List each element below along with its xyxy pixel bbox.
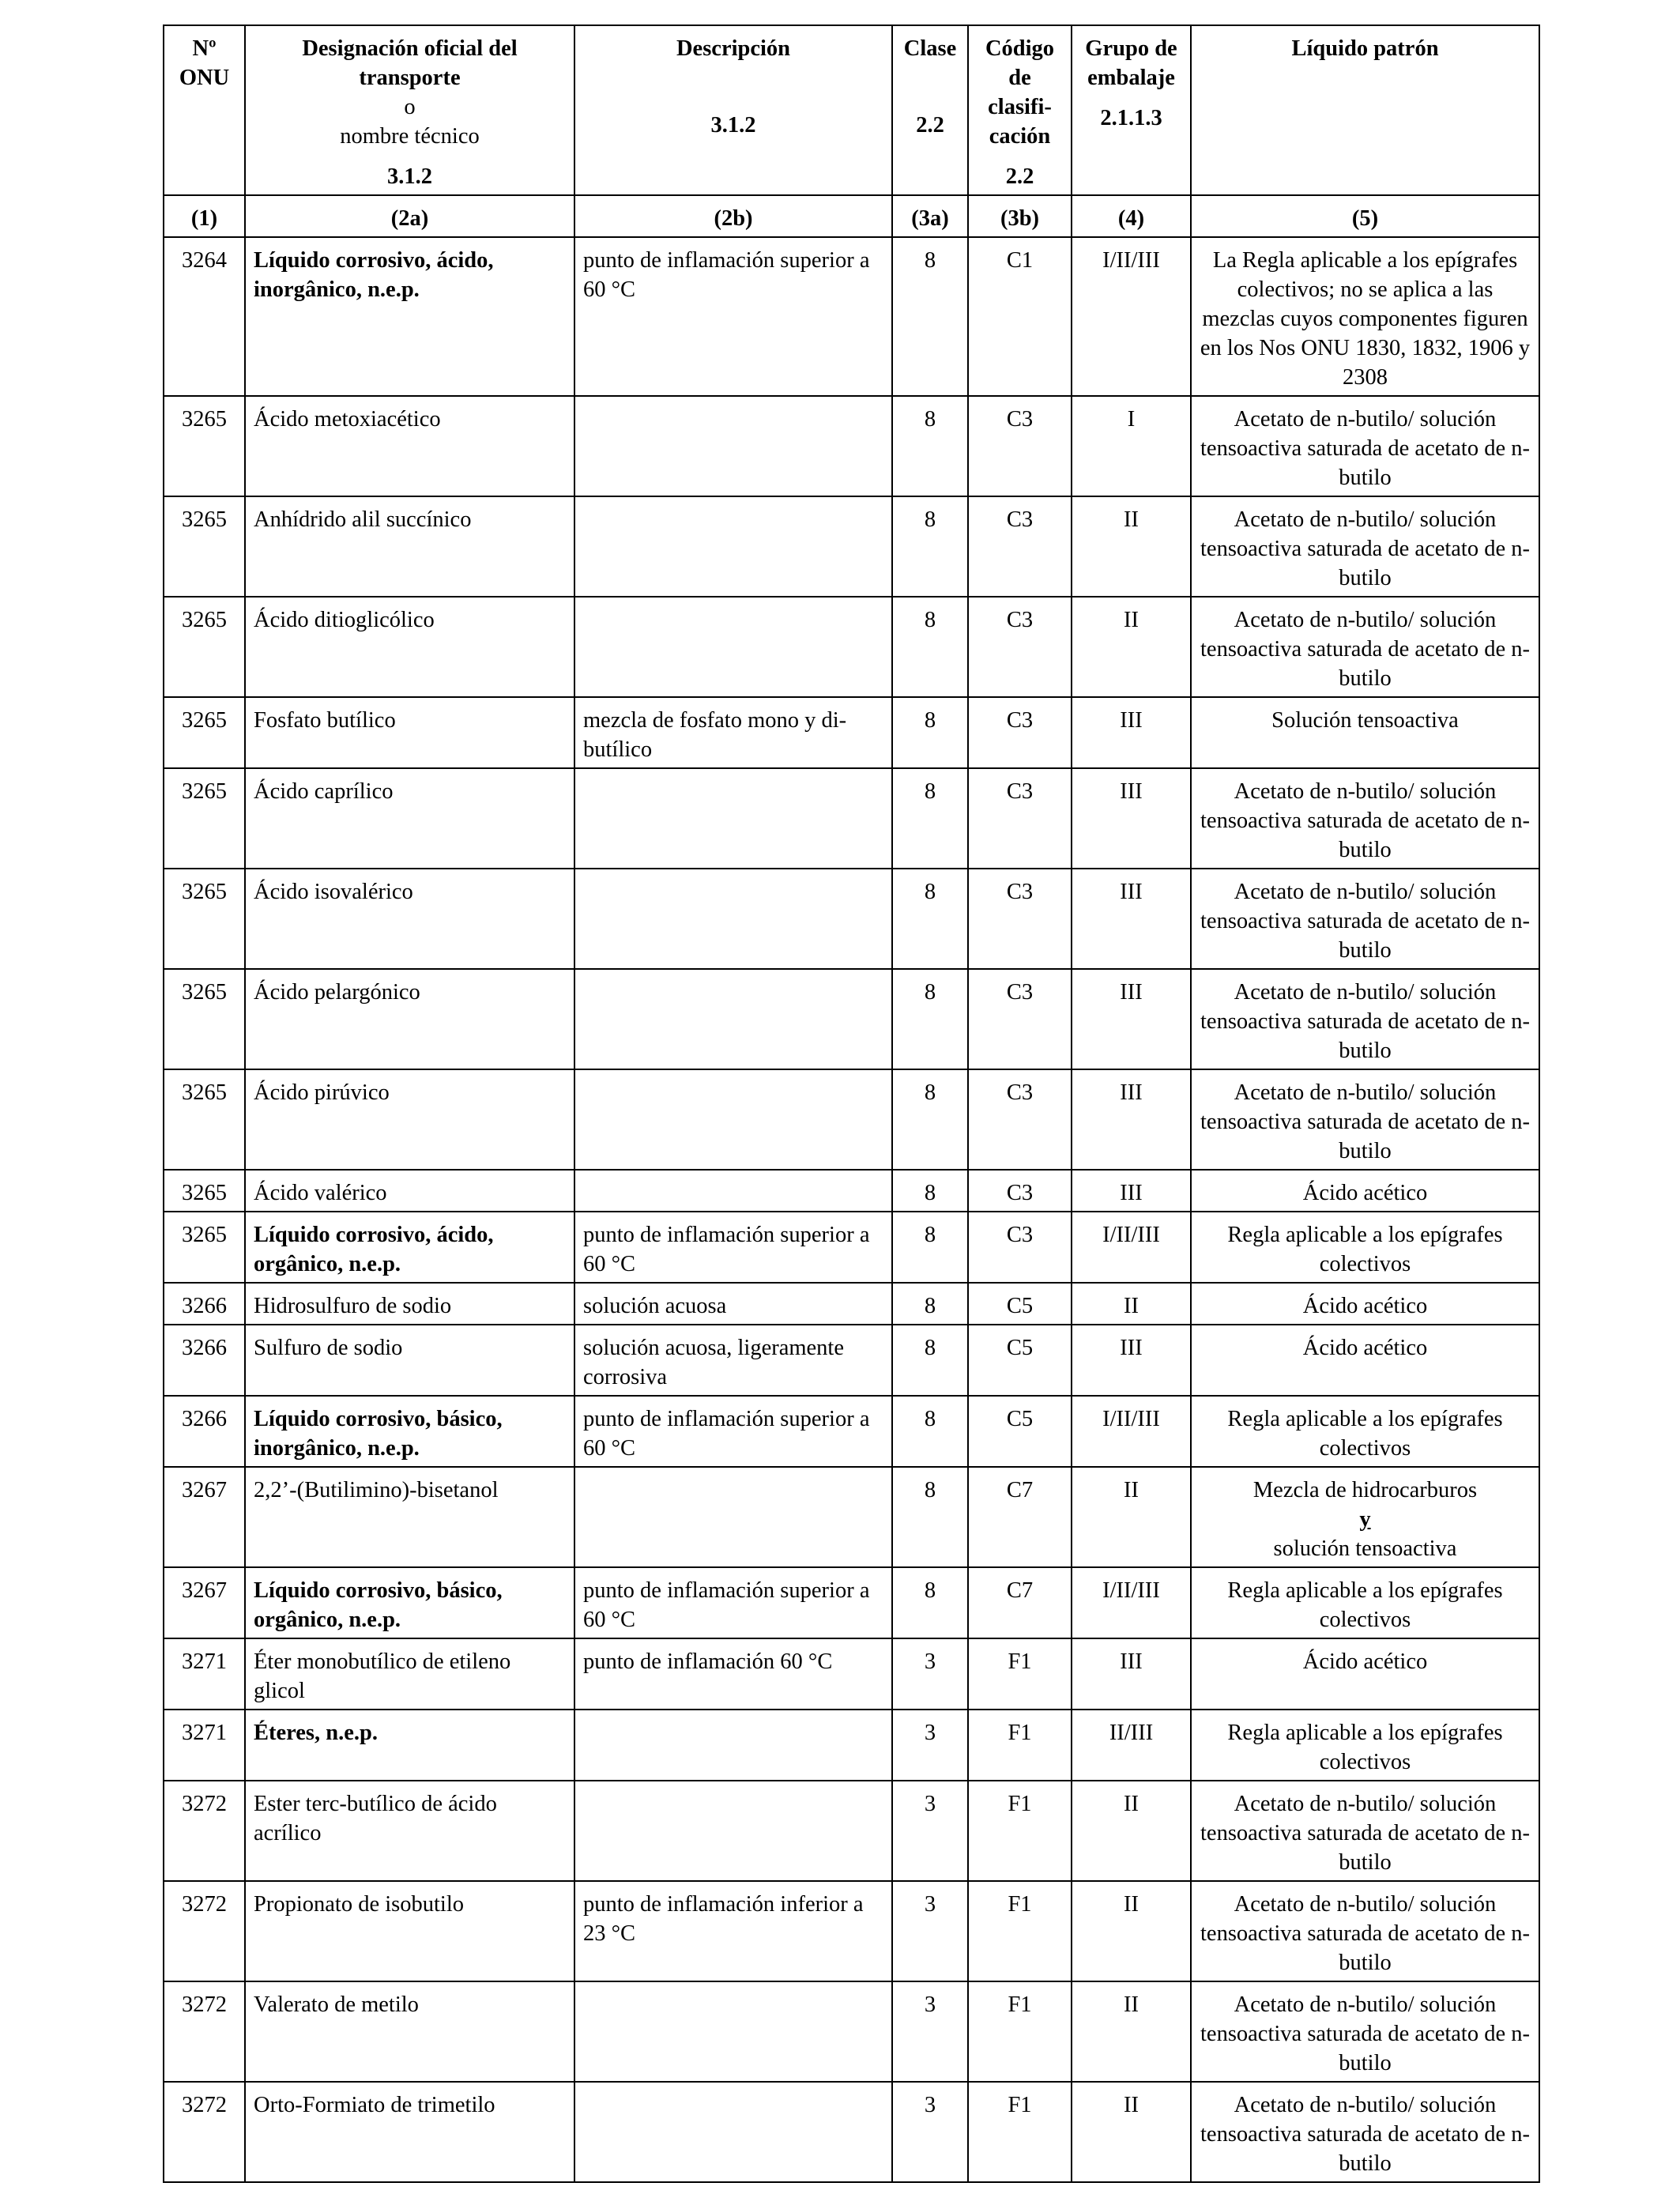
- table-row: [164, 1781, 1539, 1881]
- table-row: [164, 1638, 1539, 1710]
- table-row: [164, 1710, 1539, 1781]
- classification-code-cell: C7: [968, 1567, 1072, 1638]
- substances-table: [163, 25, 1540, 2183]
- onu-cell: 3267: [164, 1467, 245, 1567]
- header-designacion-ref: 3.1.2: [387, 164, 432, 189]
- column-number-row: [164, 195, 1539, 237]
- packing-group-cell: II: [1072, 1881, 1191, 1981]
- packing-group-cell: I: [1072, 396, 1191, 496]
- onu-cell: 3272: [164, 1981, 245, 2082]
- standard-liquid-cell: Acetato de n-butilo/ solución tensoactiva saturada de acetato de n-butilo: [1191, 496, 1539, 597]
- description-cell: [574, 1781, 892, 1881]
- standard-liquid-cell: Regla aplicable a los epígrafes colectivos: [1191, 1567, 1539, 1638]
- onu-cell: 3265: [164, 597, 245, 697]
- onu-cell: 3265: [164, 768, 245, 869]
- class-cell: 8: [892, 1396, 968, 1467]
- header-grupo-ref: 2.1.1.3: [1100, 106, 1162, 130]
- class-cell: 8: [892, 1283, 968, 1325]
- onu-cell: 3265: [164, 396, 245, 496]
- table-row: [164, 1283, 1539, 1325]
- name-cell: Anhídrido alil succínico: [245, 496, 574, 597]
- packing-group-cell: III: [1072, 1638, 1191, 1710]
- packing-group-cell: III: [1072, 1170, 1191, 1212]
- name-cell: Éter monobutílico de etileno glicol: [245, 1638, 574, 1710]
- packing-group-cell: III: [1072, 768, 1191, 869]
- table-row: [164, 697, 1539, 768]
- colnum-5: (5): [1191, 195, 1539, 237]
- classification-code-cell: C3: [968, 969, 1072, 1069]
- name-cell: 2,2’-(Butilimino)-bisetanol: [245, 1467, 574, 1567]
- header-onu: Nº ONU: [164, 25, 245, 195]
- description-cell: punto de inflamación superior a 60 °C: [574, 1396, 892, 1467]
- table-row: [164, 496, 1539, 597]
- class-cell: 8: [892, 1325, 968, 1396]
- description-cell: punto de inflamación inferior a 23 °C: [574, 1881, 892, 1981]
- packing-group-cell: III: [1072, 697, 1191, 768]
- table-row: [164, 237, 1539, 396]
- table-row: [164, 1170, 1539, 1212]
- name-cell: Ácido caprílico: [245, 768, 574, 869]
- table-row: [164, 1325, 1539, 1396]
- class-cell: 8: [892, 1170, 968, 1212]
- table-row: [164, 768, 1539, 869]
- classification-code-cell: C7: [968, 1467, 1072, 1567]
- colnum-3a: (3a): [892, 195, 968, 237]
- onu-cell: 3265: [164, 1212, 245, 1283]
- class-cell: 8: [892, 597, 968, 697]
- description-cell: punto de inflamación superior a 60 °C: [574, 237, 892, 396]
- classification-code-cell: F1: [968, 1710, 1072, 1781]
- standard-liquid-cell: Acetato de n-butilo/ solución tensoactiva saturada de acetato de n-butilo: [1191, 597, 1539, 697]
- table-row: [164, 1981, 1539, 2082]
- header-clase-label: Clase: [903, 36, 957, 61]
- class-cell: 3: [892, 1638, 968, 1710]
- name-cell: Ester terc-butílico de ácido acrílico: [245, 1781, 574, 1881]
- table-row: [164, 1212, 1539, 1283]
- description-cell: punto de inflamación superior a 60 °C: [574, 1212, 892, 1283]
- header-grupo: [1072, 25, 1191, 195]
- classification-code-cell: C3: [968, 1212, 1072, 1283]
- classification-code-cell: C5: [968, 1283, 1072, 1325]
- description-cell: [574, 2082, 892, 2182]
- onu-cell: 3265: [164, 969, 245, 1069]
- class-cell: 8: [892, 697, 968, 768]
- header-grupo-label: Grupo de embalaje: [1085, 36, 1177, 90]
- onu-cell: 3266: [164, 1283, 245, 1325]
- classification-code-cell: C3: [968, 768, 1072, 869]
- onu-cell: 3265: [164, 1170, 245, 1212]
- table-row: [164, 1069, 1539, 1170]
- packing-group-cell: II: [1072, 1781, 1191, 1881]
- colnum-2b: (2b): [574, 195, 892, 237]
- standard-liquid-cell: Ácido acético: [1191, 1283, 1539, 1325]
- packing-group-cell: III: [1072, 969, 1191, 1069]
- header-descripcion-ref: 3.1.2: [710, 113, 756, 138]
- description-cell: solución acuosa, ligeramente corrosiva: [574, 1325, 892, 1396]
- header-designacion: [245, 25, 574, 195]
- table-row: [164, 1396, 1539, 1467]
- table-row: [164, 1881, 1539, 1981]
- name-cell: Propionato de isobutilo: [245, 1881, 574, 1981]
- standard-liquid-cell: Regla aplicable a los epígrafes colectivos: [1191, 1396, 1539, 1467]
- name-cell: Ácido isovalérico: [245, 869, 574, 969]
- onu-cell: 3272: [164, 1781, 245, 1881]
- description-cell: [574, 969, 892, 1069]
- header-liquido-patron: [1191, 25, 1539, 195]
- description-cell: [574, 496, 892, 597]
- description-cell: solución acuosa: [574, 1283, 892, 1325]
- description-cell: [574, 1467, 892, 1567]
- packing-group-cell: I/II/III: [1072, 1396, 1191, 1467]
- onu-cell: 3271: [164, 1710, 245, 1781]
- table-row: [164, 869, 1539, 969]
- packing-group-cell: I/II/III: [1072, 1567, 1191, 1638]
- onu-cell: 3264: [164, 237, 245, 396]
- standard-liquid-cell: [1191, 1467, 1539, 1567]
- standard-liquid-cell: La Regla aplicable a los epígrafes colectivos; no se aplica a las mezclas cuyos componentes figuren en los Nos ONU 1830, 1832, 1906 y 2308: [1191, 237, 1539, 396]
- name-cell: Líquido corrosivo, ácido, orgânico, n.e.p.: [245, 1212, 574, 1283]
- table-row: [164, 1567, 1539, 1638]
- classification-code-cell: C3: [968, 597, 1072, 697]
- standard-liquid-conjunction: y: [1359, 1507, 1371, 1532]
- standard-liquid-cell: Ácido acético: [1191, 1638, 1539, 1710]
- standard-liquid-cell: Solución tensoactiva: [1191, 697, 1539, 768]
- header-designacion-line1: Designación oficial del transporte: [302, 36, 518, 90]
- header-descripcion-label: Descripción: [676, 36, 791, 61]
- table-row: [164, 396, 1539, 496]
- standard-liquid-cell: Regla aplicable a los epígrafes colectivos: [1191, 1710, 1539, 1781]
- name-cell: Líquido corrosivo, básico, orgânico, n.e.p.: [245, 1567, 574, 1638]
- standard-liquid-cell: Acetato de n-butilo/ solución tensoactiva saturada de acetato de n-butilo: [1191, 2082, 1539, 2182]
- standard-liquid-cell: Acetato de n-butilo/ solución tensoactiva saturada de acetato de n-butilo: [1191, 1781, 1539, 1881]
- description-cell: [574, 869, 892, 969]
- classification-code-cell: C3: [968, 1069, 1072, 1170]
- description-cell: [574, 396, 892, 496]
- header-designacion-o: o: [404, 95, 416, 119]
- classification-code-cell: F1: [968, 1781, 1072, 1881]
- classification-code-cell: C5: [968, 1325, 1072, 1396]
- packing-group-cell: III: [1072, 1069, 1191, 1170]
- name-cell: Líquido corrosivo, básico, inorgânico, n.e.p.: [245, 1396, 574, 1467]
- colnum-4: (4): [1072, 195, 1191, 237]
- class-cell: 3: [892, 2082, 968, 2182]
- class-cell: 3: [892, 1781, 968, 1881]
- onu-cell: 3272: [164, 2082, 245, 2182]
- description-cell: punto de inflamación superior a 60 °C: [574, 1567, 892, 1638]
- standard-liquid-cell: Ácido acético: [1191, 1325, 1539, 1396]
- table-body: [164, 237, 1539, 2182]
- header-row: [164, 25, 1539, 195]
- name-cell: Ácido valérico: [245, 1170, 574, 1212]
- onu-cell: 3272: [164, 1881, 245, 1981]
- classification-code-cell: F1: [968, 1981, 1072, 2082]
- classification-code-cell: C1: [968, 237, 1072, 396]
- class-cell: 8: [892, 869, 968, 969]
- classification-code-cell: C3: [968, 697, 1072, 768]
- class-cell: 8: [892, 969, 968, 1069]
- header-codigo-ref: 2.2: [1005, 164, 1034, 189]
- header-clase-ref: 2.2: [916, 113, 944, 138]
- description-cell: [574, 1981, 892, 2082]
- name-cell: Éteres, n.e.p.: [245, 1710, 574, 1781]
- packing-group-cell: II: [1072, 1981, 1191, 2082]
- classification-code-cell: C3: [968, 396, 1072, 496]
- standard-liquid-part-2: solución tensoactiva: [1273, 1536, 1457, 1561]
- packing-group-cell: I/II/III: [1072, 237, 1191, 396]
- classification-code-cell: F1: [968, 2082, 1072, 2182]
- onu-cell: 3265: [164, 697, 245, 768]
- name-cell: Fosfato butílico: [245, 697, 574, 768]
- name-cell: Hidrosulfuro de sodio: [245, 1283, 574, 1325]
- name-cell: Ácido pelargónico: [245, 969, 574, 1069]
- class-cell: 3: [892, 1710, 968, 1781]
- standard-liquid-cell: Acetato de n-butilo/ solución tensoactiva saturada de acetato de n-butilo: [1191, 1069, 1539, 1170]
- class-cell: 3: [892, 1881, 968, 1981]
- name-cell: Líquido corrosivo, ácido, inorgânico, n.e.p.: [245, 237, 574, 396]
- packing-group-cell: II/III: [1072, 1710, 1191, 1781]
- class-cell: 3: [892, 1981, 968, 2082]
- packing-group-cell: II: [1072, 1467, 1191, 1567]
- header-codigo: [968, 25, 1072, 195]
- header-designacion-line2: nombre técnico: [340, 124, 480, 149]
- class-cell: 8: [892, 237, 968, 396]
- class-cell: 8: [892, 396, 968, 496]
- classification-code-cell: C5: [968, 1396, 1072, 1467]
- class-cell: 8: [892, 1212, 968, 1283]
- onu-cell: 3267: [164, 1567, 245, 1638]
- description-cell: [574, 768, 892, 869]
- standard-liquid-cell: Acetato de n-butilo/ solución tensoactiva saturada de acetato de n-butilo: [1191, 396, 1539, 496]
- name-cell: Ácido pirúvico: [245, 1069, 574, 1170]
- name-cell: Orto-Formiato de trimetilo: [245, 2082, 574, 2182]
- table-row: [164, 969, 1539, 1069]
- onu-cell: 3265: [164, 869, 245, 969]
- name-cell: Ácido metoxiacético: [245, 396, 574, 496]
- class-cell: 8: [892, 1467, 968, 1567]
- classification-code-cell: F1: [968, 1638, 1072, 1710]
- header-clase: [892, 25, 968, 195]
- class-cell: 8: [892, 768, 968, 869]
- class-cell: 8: [892, 1069, 968, 1170]
- name-cell: Ácido ditioglicólico: [245, 597, 574, 697]
- class-cell: 8: [892, 1567, 968, 1638]
- packing-group-cell: II: [1072, 1283, 1191, 1325]
- standard-liquid-cell: Acetato de n-butilo/ solución tensoactiva saturada de acetato de n-butilo: [1191, 869, 1539, 969]
- classification-code-cell: C3: [968, 869, 1072, 969]
- onu-cell: 3266: [164, 1396, 245, 1467]
- packing-group-cell: III: [1072, 869, 1191, 969]
- header-liquido-label: Líquido patrón: [1291, 36, 1439, 61]
- description-cell: [574, 1170, 892, 1212]
- standard-liquid-cell: Acetato de n-butilo/ solución tensoactiva saturada de acetato de n-butilo: [1191, 768, 1539, 869]
- standard-liquid-cell: Regla aplicable a los epígrafes colectivos: [1191, 1212, 1539, 1283]
- table-row: [164, 597, 1539, 697]
- description-cell: punto de inflamación 60 °C: [574, 1638, 892, 1710]
- standard-liquid-cell: Acetato de n-butilo/ solución tensoactiva saturada de acetato de n-butilo: [1191, 1981, 1539, 2082]
- onu-cell: 3271: [164, 1638, 245, 1710]
- colnum-1: (1): [164, 195, 245, 237]
- description-cell: [574, 1710, 892, 1781]
- packing-group-cell: III: [1072, 1325, 1191, 1396]
- standard-liquid-cell: Ácido acético: [1191, 1170, 1539, 1212]
- classification-code-cell: F1: [968, 1881, 1072, 1981]
- standard-liquid-cell: Acetato de n-butilo/ solución tensoactiva saturada de acetato de n-butilo: [1191, 1881, 1539, 1981]
- onu-cell: 3266: [164, 1325, 245, 1396]
- description-cell: mezcla de fosfato mono y di-butílico: [574, 697, 892, 768]
- packing-group-cell: I/II/III: [1072, 1212, 1191, 1283]
- colnum-3b: (3b): [968, 195, 1072, 237]
- table-row: [164, 2082, 1539, 2182]
- packing-group-cell: II: [1072, 2082, 1191, 2182]
- onu-cell: 3265: [164, 496, 245, 597]
- onu-cell: 3265: [164, 1069, 245, 1170]
- description-cell: [574, 597, 892, 697]
- packing-group-cell: II: [1072, 597, 1191, 697]
- colnum-2a: (2a): [245, 195, 574, 237]
- standard-liquid-cell: Acetato de n-butilo/ solución tensoactiva saturada de acetato de n-butilo: [1191, 969, 1539, 1069]
- name-cell: Valerato de metilo: [245, 1981, 574, 2082]
- class-cell: 8: [892, 496, 968, 597]
- classification-code-cell: C3: [968, 1170, 1072, 1212]
- header-descripcion: [574, 25, 892, 195]
- classification-code-cell: C3: [968, 496, 1072, 597]
- header-codigo-label: Código de clasifi-cación: [985, 36, 1055, 149]
- table-row: [164, 1467, 1539, 1567]
- description-cell: [574, 1069, 892, 1170]
- name-cell: Sulfuro de sodio: [245, 1325, 574, 1396]
- packing-group-cell: II: [1072, 496, 1191, 597]
- standard-liquid-part-1: Mezcla de hidrocarburos: [1252, 1478, 1478, 1502]
